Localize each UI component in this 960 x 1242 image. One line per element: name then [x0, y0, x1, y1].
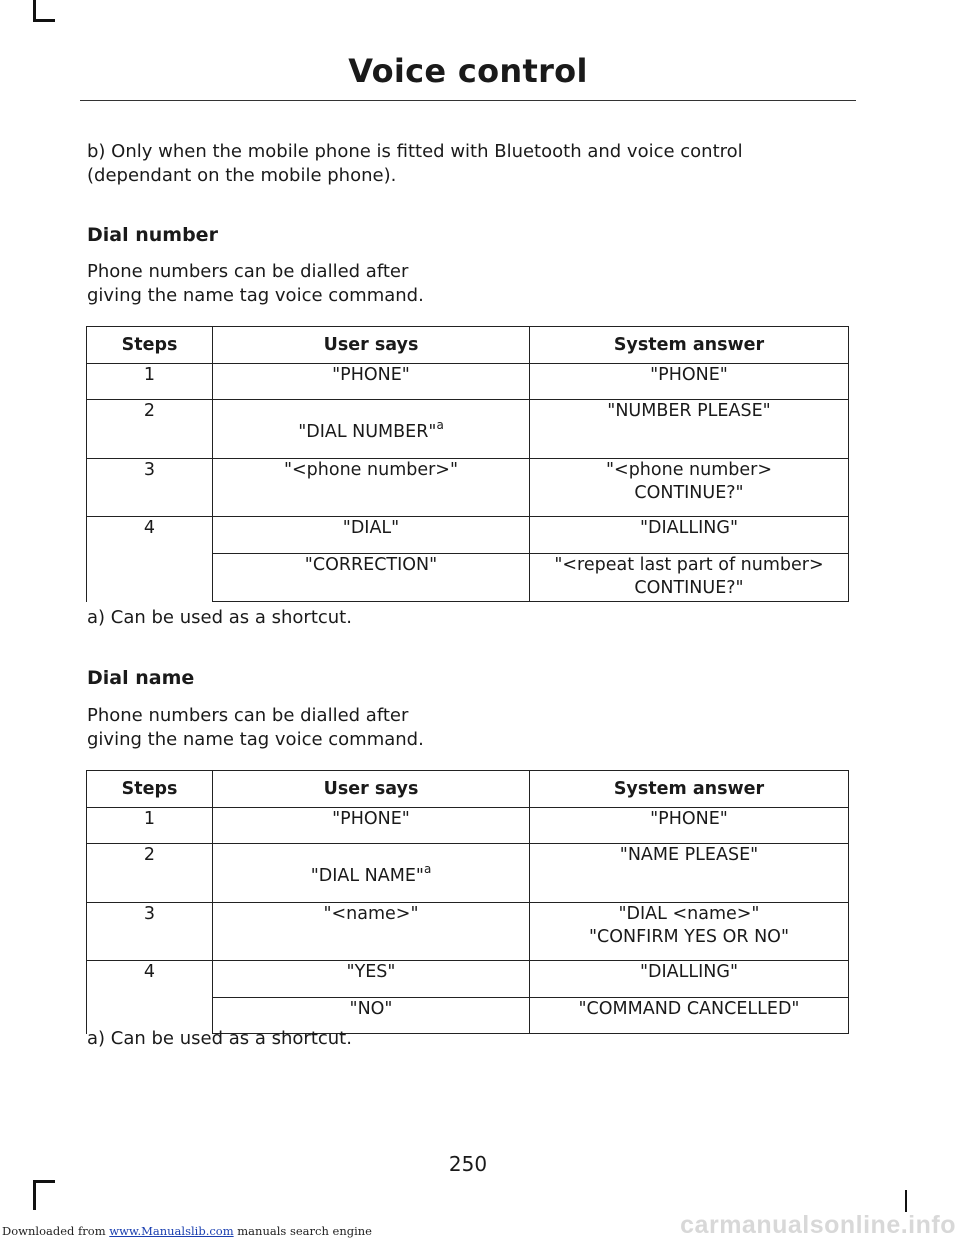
- system-answer-line: "<phone number>: [605, 460, 772, 480]
- system-answer-line: "DIAL <name>": [618, 904, 760, 924]
- user-says-cell: "<name>": [213, 903, 530, 961]
- dial-number-table: [86, 326, 849, 602]
- user-says-cell: [213, 844, 530, 903]
- system-answer-line: "CONFIRM YES OR NO": [588, 927, 789, 947]
- step-cell: 4: [87, 961, 213, 1034]
- table-row: [87, 400, 849, 459]
- column-header-steps: Steps: [87, 771, 213, 808]
- step-cell: 1: [87, 364, 213, 400]
- crop-mark-bottom-left-horizontal: [33, 1180, 55, 1183]
- system-answer-cell: "NAME PLEASE": [530, 844, 849, 903]
- system-answer-cell: "DIALLING": [530, 961, 849, 998]
- table-header-row: [87, 771, 849, 808]
- system-answer-cell: "DIALLING": [530, 517, 849, 554]
- section-text-line: giving the name tag voice command.: [87, 285, 424, 306]
- user-says-cell: [213, 400, 530, 459]
- footnote: a) Can be used as a shortcut.: [87, 607, 352, 628]
- user-says-text: "DIAL NAME": [310, 866, 424, 886]
- crop-mark-bottom-right-vertical: [905, 1190, 907, 1212]
- step-cell: 3: [87, 903, 213, 961]
- user-says-cell: "PHONE": [213, 808, 530, 844]
- column-header-user-says: User says: [213, 327, 530, 364]
- system-answer-cell: "PHONE": [530, 808, 849, 844]
- table-row: [87, 364, 849, 400]
- system-answer-cell: [530, 554, 849, 602]
- table-row: [87, 961, 849, 998]
- user-says-cell: "NO": [213, 998, 530, 1034]
- step-cell: 2: [87, 844, 213, 903]
- manualslib-link[interactable]: www.Manualslib.com: [109, 1224, 234, 1238]
- crop-mark-bottom-left-vertical: [33, 1180, 36, 1210]
- footnote: a) Can be used as a shortcut.: [87, 1028, 352, 1049]
- intro-note: b) Only when the mobile phone is fitted with Bluetooth and voice control (dependant on the mobile phone).: [87, 141, 743, 186]
- user-says-cell: "PHONE": [213, 364, 530, 400]
- step-cell: 1: [87, 808, 213, 844]
- download-footer: [2, 1224, 372, 1238]
- section-heading-dial-number: Dial number: [87, 224, 218, 246]
- footer-suffix: manuals search engine: [237, 1224, 372, 1238]
- system-answer-cell: "PHONE": [530, 364, 849, 400]
- section-text-line: Phone numbers can be dialled after: [87, 705, 409, 726]
- column-header-system-answer: System answer: [530, 327, 849, 364]
- user-says-cell: "DIAL": [213, 517, 530, 554]
- step-cell: 4: [87, 517, 213, 602]
- table-row: [87, 844, 849, 903]
- step-cell: 3: [87, 459, 213, 517]
- crop-mark-top-left-horizontal: [33, 19, 55, 22]
- system-answer-cell: "NUMBER PLEASE": [530, 400, 849, 459]
- user-says-cell: "<phone number>": [213, 459, 530, 517]
- column-header-steps: Steps: [87, 327, 213, 364]
- column-header-user-says: User says: [213, 771, 530, 808]
- system-answer-line: CONTINUE?": [634, 483, 744, 503]
- table-row: [87, 517, 849, 554]
- section-text-line: giving the name tag voice command.: [87, 729, 424, 750]
- user-says-cell: "YES": [213, 961, 530, 998]
- table-header-row: [87, 327, 849, 364]
- system-answer-cell: [530, 903, 849, 961]
- section-heading-dial-name: Dial name: [87, 667, 195, 689]
- page-title: Voice control: [348, 52, 588, 90]
- system-answer-cell: [530, 459, 849, 517]
- dial-name-table: [86, 770, 849, 1034]
- table-row: [87, 808, 849, 844]
- user-says-cell: "CORRECTION": [213, 554, 530, 602]
- system-answer-line: CONTINUE?": [634, 578, 744, 598]
- system-answer-cell: "COMMAND CANCELLED": [530, 998, 849, 1034]
- footer-prefix: Downloaded from: [2, 1224, 106, 1238]
- system-answer-line: "<repeat last part of number>: [554, 555, 824, 575]
- column-header-system-answer: System answer: [530, 771, 849, 808]
- step-cell: 2: [87, 400, 213, 459]
- page-number: 250: [448, 1152, 488, 1176]
- table-row: [87, 903, 849, 961]
- title-divider: [80, 100, 856, 101]
- watermark-text: carmanualsonline.info: [680, 1211, 956, 1239]
- user-says-text: "DIAL NUMBER": [298, 422, 437, 442]
- table-row: [87, 459, 849, 517]
- footnote-marker: a: [423, 862, 432, 876]
- section-text-line: Phone numbers can be dialled after: [87, 261, 409, 282]
- footnote-marker: a: [436, 418, 444, 432]
